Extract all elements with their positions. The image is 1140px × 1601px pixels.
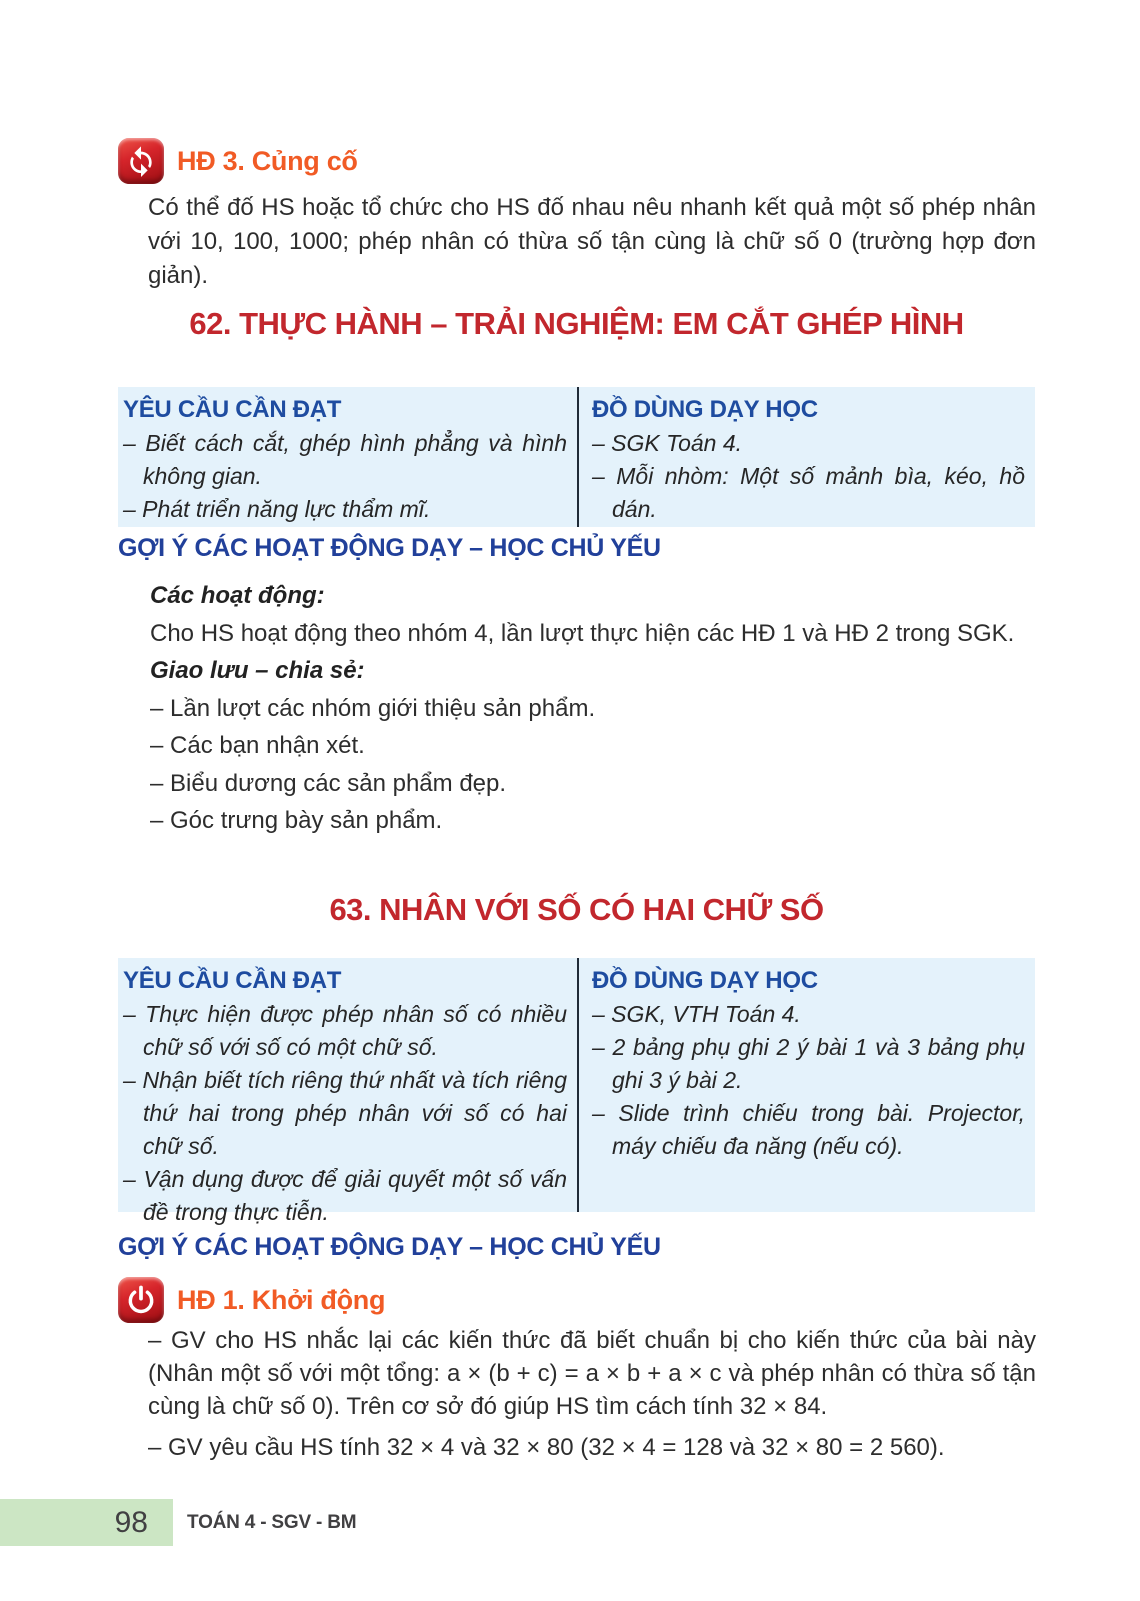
page-number: 98 xyxy=(114,1505,148,1539)
activity-hd1-header xyxy=(118,1277,385,1323)
book-label: TOÁN 4 - SGV - BM xyxy=(187,1511,357,1533)
material-item: – Slide trình chiếu trong bài. Projector, máy chiếu đa năng (nếu có). xyxy=(592,1100,1025,1159)
lesson62-activities-block xyxy=(150,577,1036,840)
requirement-item: – Phát triển năng lực thẩm mĩ. xyxy=(123,496,431,522)
requirement-item: – Biết cách cắt, ghép hình phẳng và hình không gian. xyxy=(123,430,567,489)
materials-header: ĐỒ DÙNG DẠY HỌC xyxy=(592,967,818,994)
lesson63-materials-cell xyxy=(579,958,1035,1212)
lesson63-requirements-table xyxy=(118,958,1035,1225)
activity-hd3-header xyxy=(118,138,358,184)
requirement-item: – Thực hiện được phép nhân số có nhiều chữ số với số có một chữ số. xyxy=(123,1001,567,1060)
material-item: – 2 bảng phụ ghi 2 ý bài 1 và 3 bảng phụ ghi 3 ý bài 2. xyxy=(592,1034,1025,1093)
activities-paragraph: Cho HS hoạt động theo nhóm 4, lần lượt thực hiện các HĐ 1 và HĐ 2 trong SGK. xyxy=(150,619,1015,647)
activity-hd1-title: HĐ 1. Khởi động xyxy=(177,1284,386,1315)
list-item: – Góc trưng bày sản phẩm. xyxy=(150,807,443,834)
requirements-header: YÊU CẦU CẦN ĐẠT xyxy=(123,967,342,994)
lesson62-title: 62. THỰC HÀNH – TRẢI NGHIỆM: EM CẮT GHÉP HÌNH xyxy=(189,306,964,341)
refresh-icon xyxy=(118,138,164,184)
lesson62-requirements-table xyxy=(118,387,1035,527)
requirement-item: – Vận dụng được để giải quyết một số vấn đề trong thực tiễn. xyxy=(123,1166,567,1225)
activity-hd3-paragraph: Có thể đố HS hoặc tổ chức cho HS đố nhau nêu nhanh kết quả một số phép nhân với 10, 100, 1000; phép nhân có thừa số tận cùng là chữ số 0 (trường hợp đơn giản). xyxy=(148,194,1036,289)
activity-hd3-title: HĐ 3. Củng cố xyxy=(177,145,358,176)
lesson62-materials-cell xyxy=(579,387,1035,527)
activity-hd1-paragraph: – GV cho HS nhắc lại các kiến thức đã biết chuẩn bị cho kiến thức của bài này (Nhân một số với một tổng: a × (b + c) = a × b + a × c và phép nhân có thừa số tận cùng là chữ số 0). Trên cơ sở đó giúp HS tìm cách tính 32 × 84. xyxy=(148,1327,1036,1420)
list-item: – Lần lượt các nhóm giới thiệu sản phẩm. xyxy=(150,694,596,722)
page-number-box xyxy=(0,1499,173,1546)
lesson63-title: 63. NHÂN VỚI SỐ CÓ HAI CHỮ SỐ xyxy=(329,892,824,927)
list-item: – Các bạn nhận xét. xyxy=(150,732,365,759)
list-item: – Biểu dương các sản phẩm đẹp. xyxy=(150,769,507,797)
lesson63-suggestions-heading: GỢI Ý CÁC HOẠT ĐỘNG DẠY – HỌC CHỦ YẾU xyxy=(118,1233,661,1261)
lesson62-suggestions-heading: GỢI Ý CÁC HOẠT ĐỘNG DẠY – HỌC CHỦ YẾU xyxy=(118,534,661,562)
lesson63-requirements-cell xyxy=(118,958,579,1225)
lesson62-requirements-cell xyxy=(118,387,579,527)
requirement-item: – Nhận biết tích riêng thứ nhất và tích riêng thứ hai trong phép nhân với số có hai chữ số. xyxy=(123,1067,567,1159)
material-item: – SGK, VTH Toán 4. xyxy=(592,1001,801,1027)
materials-header: ĐỒ DÙNG DẠY HỌC xyxy=(592,396,818,423)
activity-hd1-paragraph2: – GV yêu cầu HS tính 32 × 4 và 32 × 80 (32 × 4 = 128 và 32 × 80 = 2 560). xyxy=(148,1434,945,1461)
subheading-activities: Các hoạt động: xyxy=(150,582,325,609)
material-item: – SGK Toán 4. xyxy=(592,430,743,456)
power-icon xyxy=(118,1277,164,1323)
material-item: – Mỗi nhòm: Một số mảnh bìa, kéo, hồ dán. xyxy=(592,463,1025,522)
requirements-header: YÊU CẦU CẦN ĐẠT xyxy=(123,396,342,423)
subheading-sharing: Giao lưu – chia sẻ: xyxy=(150,657,365,684)
